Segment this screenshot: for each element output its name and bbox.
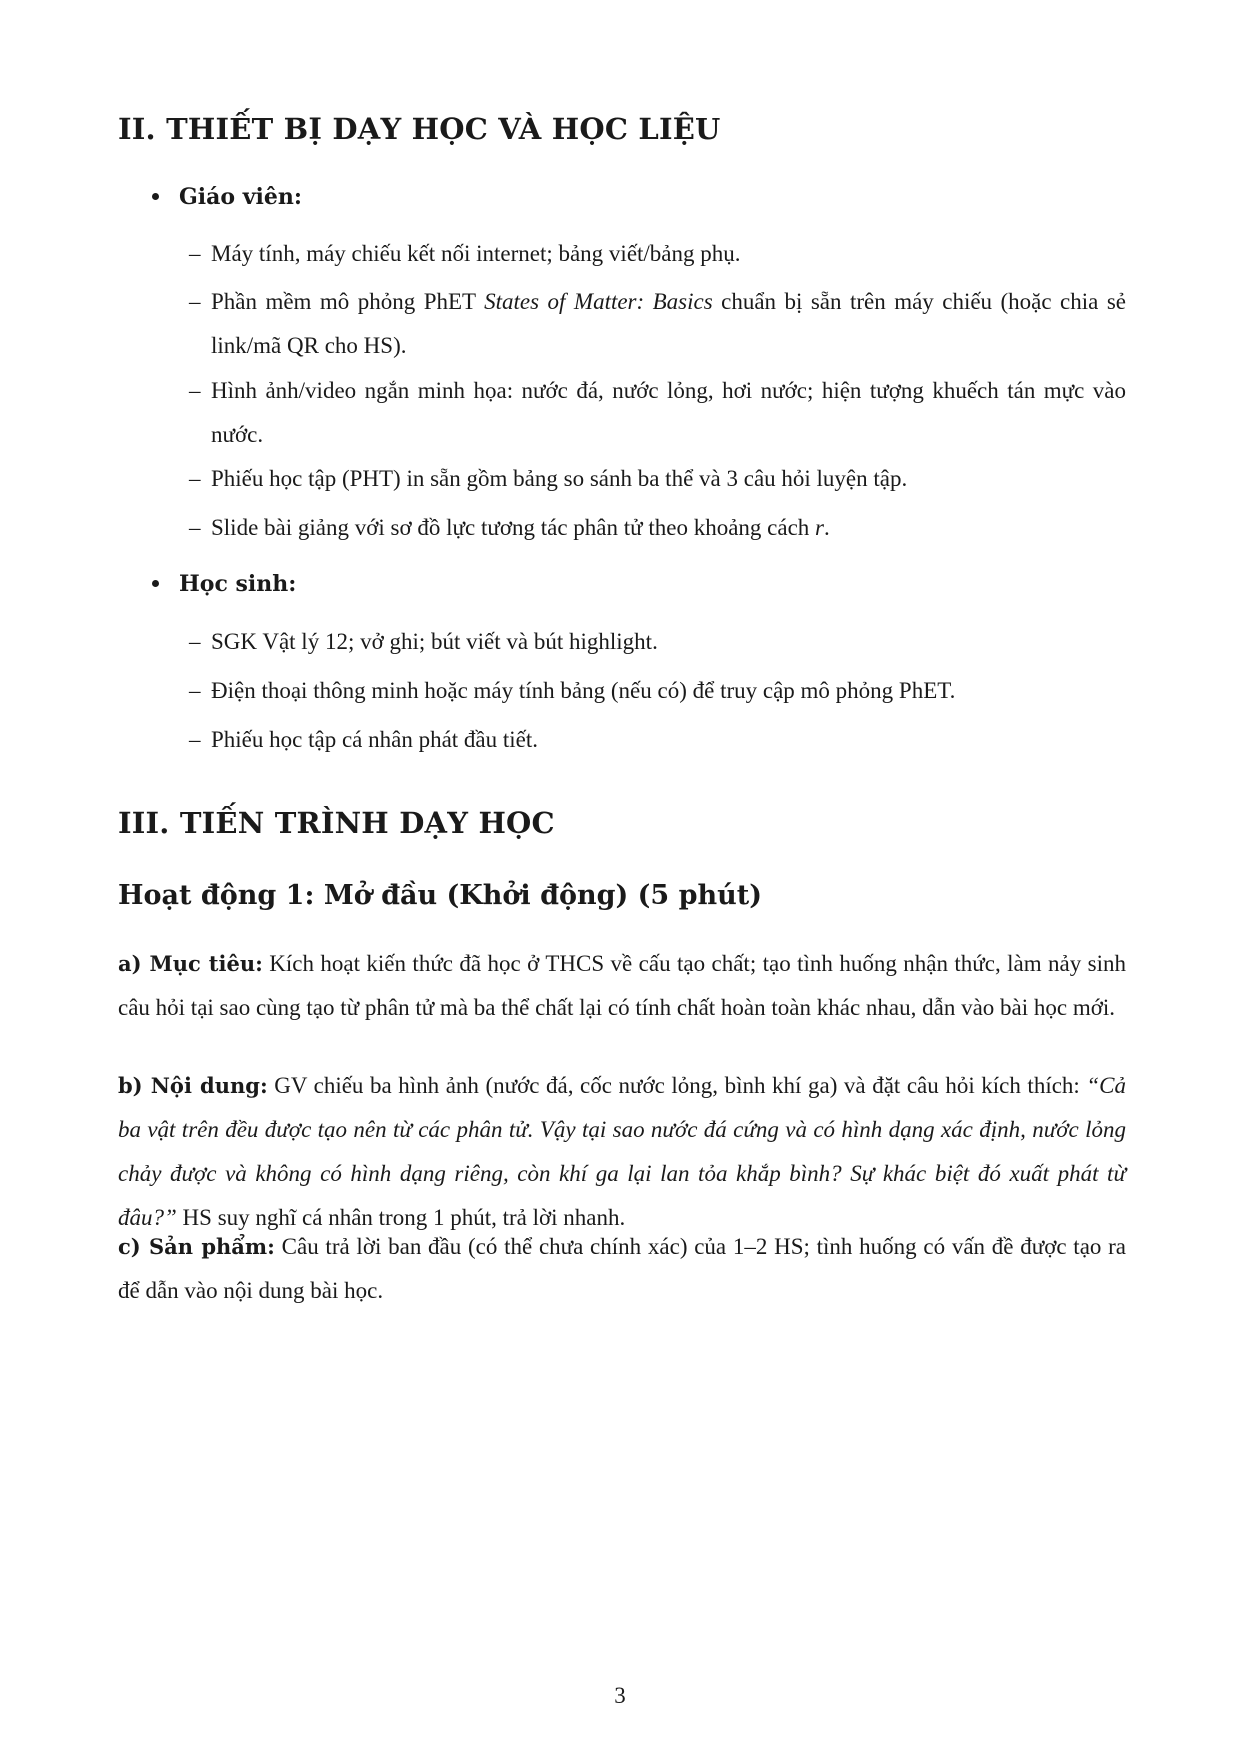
activity-heading: Hoạt động 1: Mở đầu (Khởi động) (5 phút) (118, 880, 762, 911)
teacher-item: – Máy tính, máy chiếu kết nối internet; bảng viết/bảng phụ. (211, 232, 1126, 276)
teacher-label: Giáo viên: (179, 184, 302, 210)
teacher-item: – Slide bài giảng với sơ đồ lực tương tác phân tử theo khoảng cách r. (211, 506, 1126, 550)
content-label: b) Nội dung: (118, 1073, 268, 1098)
objective-label: a) Mục tiêu: (118, 951, 263, 976)
bullet-student (152, 571, 296, 597)
section-heading-process: III. TIẾN TRÌNH DẠY HỌC (118, 806, 555, 840)
product-label: c) Sản phẩm: (118, 1234, 275, 1259)
student-item: – Điện thoại thông minh hoặc máy tính bảng (nếu có) để truy cập mô phỏng PhET. (211, 669, 1126, 713)
dash-icon: – (189, 289, 201, 314)
paragraph-product: c) Sản phẩm: Câu trả lời ban đầu (có thể chưa chính xác) của 1–2 HS; tình huống có vấn đề được tạo ra để dẫn vào nội dung bài học. (118, 1234, 1127, 1303)
content-quote: “Cả ba vật trên đều được tạo nên từ các phân tử. Vậy tại sao nước đá cứng và có hình dạng xác định, nước lỏng chảy được và không có hình dạng riêng, còn khí ga lại lan tỏa khắp bình? Sự khác biệt đó xuất phát từ đâu?” (118, 1073, 1127, 1230)
page-number: 3 (614, 1683, 626, 1708)
paragraph-objective: a) Mục tiêu: Kích hoạt kiến thức đã học ở THCS về cấu tạo chất; tạo tình huống nhận thức, làm nảy sinh câu hỏi tại sao cùng tạo từ phân tử mà ba thể chất lại có tính chất hoàn toàn khác nhau, dẫn vào bài học mới. (118, 951, 1126, 1020)
teacher-item: – Phần mềm mô phỏng PhET States of Matter: Basics chuẩn bị sẵn trên máy chiếu (hoặc chia sẻ link/mã QR cho HS). (211, 280, 1126, 368)
paragraph-content: b) Nội dung: GV chiếu ba hình ảnh (nước đá, cốc nước lỏng, bình khí ga) và đặt câu hỏi kích thích: “Cả ba vật trên đều được tạo nên từ các phân tử. Vậy tại sao nước đá cứng và có hình dạng xác định, nước lỏng chảy được và không có hình dạng riêng, còn khí ga lại lan tỏa khắp bình? Sự khác biệt đó xuất phát từ đâu?” HS suy nghĩ cá nhân trong 1 phút, trả lời nhanh. (118, 1073, 1127, 1230)
bullet-dot-icon (152, 580, 159, 587)
teacher-item: – Hình ảnh/video ngắn minh họa: nước đá, nước lỏng, hơi nước; hiện tượng khuếch tán mực vào nước. (211, 369, 1126, 457)
dash-icon: – (189, 241, 201, 266)
teacher-item: – Phiếu học tập (PHT) in sẵn gồm bảng so sánh ba thể và 3 câu hỏi luyện tập. (211, 457, 1126, 501)
dash-icon: – (189, 466, 201, 491)
section-heading-equipment: II. THIẾT BỊ DẠY HỌC VÀ HỌC LIỆU (118, 112, 721, 146)
dash-icon: – (189, 727, 201, 752)
student-label: Học sinh: (179, 571, 297, 597)
dash-icon: – (189, 515, 201, 540)
bullet-dot-icon (152, 193, 159, 200)
bullet-teacher (152, 184, 302, 210)
dash-icon: – (189, 629, 201, 654)
dash-icon: – (189, 678, 201, 703)
student-item: – SGK Vật lý 12; vở ghi; bút viết và bút highlight. (211, 620, 1126, 664)
student-item: – Phiếu học tập cá nhân phát đầu tiết. (211, 718, 1126, 762)
dash-icon: – (189, 378, 201, 403)
